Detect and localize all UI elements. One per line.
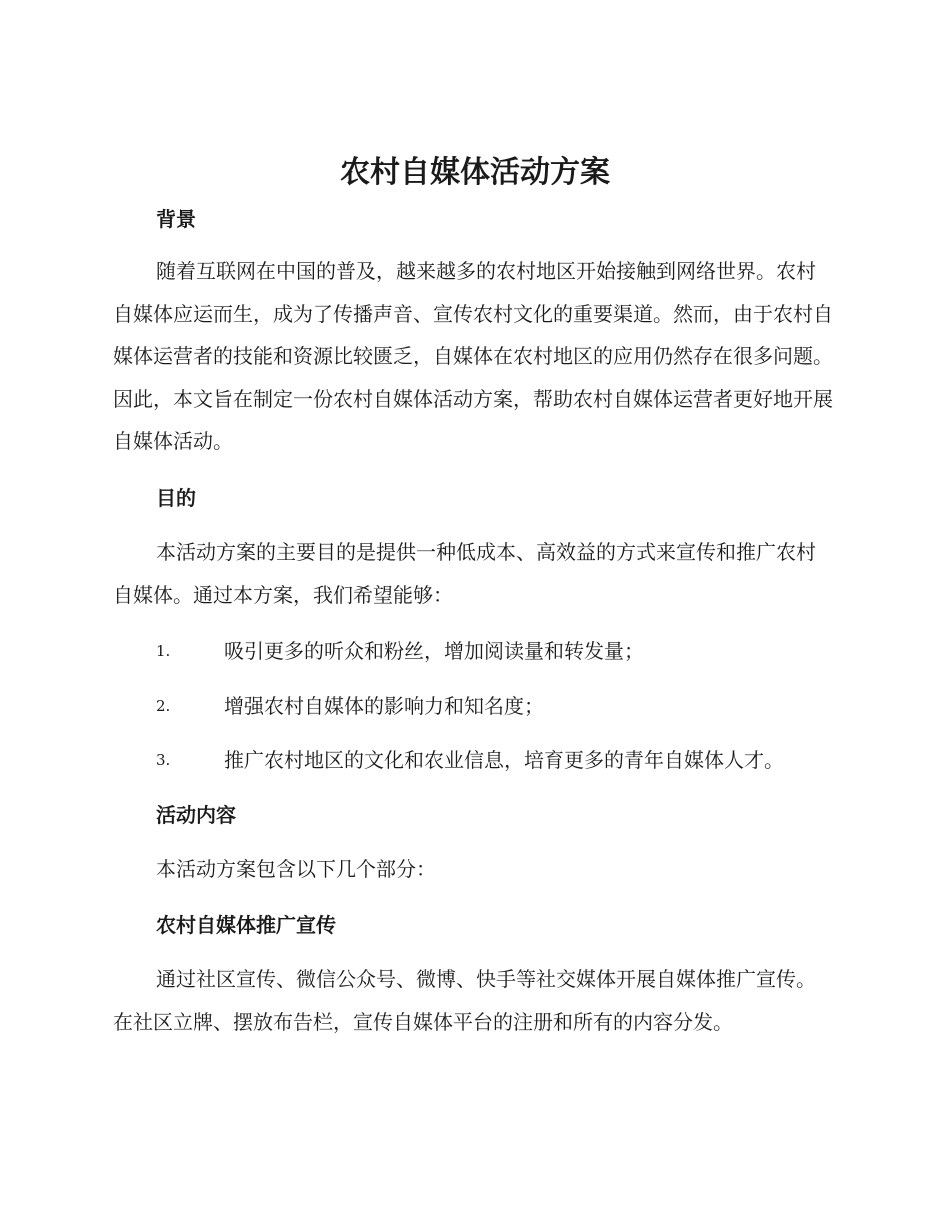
paragraph-content: 本活动方案包含以下几个部分：: [156, 857, 436, 881]
paragraph-purpose: 本活动方案的主要目的是提供一种低成本、高效益的方式来宣传和推广农村自媒体。通过本方案，我们希望能够：: [113, 540, 816, 607]
list-text: 增强农村自媒体的影响力和知名度；: [224, 694, 544, 718]
list-number: 2.: [156, 697, 171, 715]
list-number: 1.: [156, 642, 171, 660]
document-title: 农村自媒体活动方案: [340, 155, 610, 190]
list-number: 3.: [156, 751, 171, 769]
heading-content: 活动内容: [156, 803, 236, 827]
paragraph-background: 随着互联网在中国的普及，越来越多的农村地区开始接触到网络世界。农村自媒体应运而生，成为了传播声音、宣传农村文化的重要渠道。然而，由于农村自媒体运营者的技能和资源比较匮乏，自媒体在农村地区的应用仍然存在很多问题。因此，本文旨在制定一份农村自媒体活动方案，帮助农村自媒体运营者更好地开展自媒体活动。: [113, 259, 833, 453]
heading-promotion: 农村自媒体推广宣传: [156, 913, 336, 937]
heading-purpose: 目的: [156, 486, 196, 510]
list-text: 推广农村地区的文化和农业信息，培育更多的青年自媒体人才。: [224, 748, 784, 772]
paragraph-promotion: 通过社区宣传、微信公众号、微博、快手等社交媒体开展自媒体推广宣传。在社区立牌、摆放布告栏，宣传自媒体平台的注册和所有的内容分发。: [113, 967, 816, 1034]
heading-background: 背景: [156, 207, 196, 231]
list-text: 吸引更多的听众和粉丝，增加阅读量和转发量；: [224, 639, 644, 663]
